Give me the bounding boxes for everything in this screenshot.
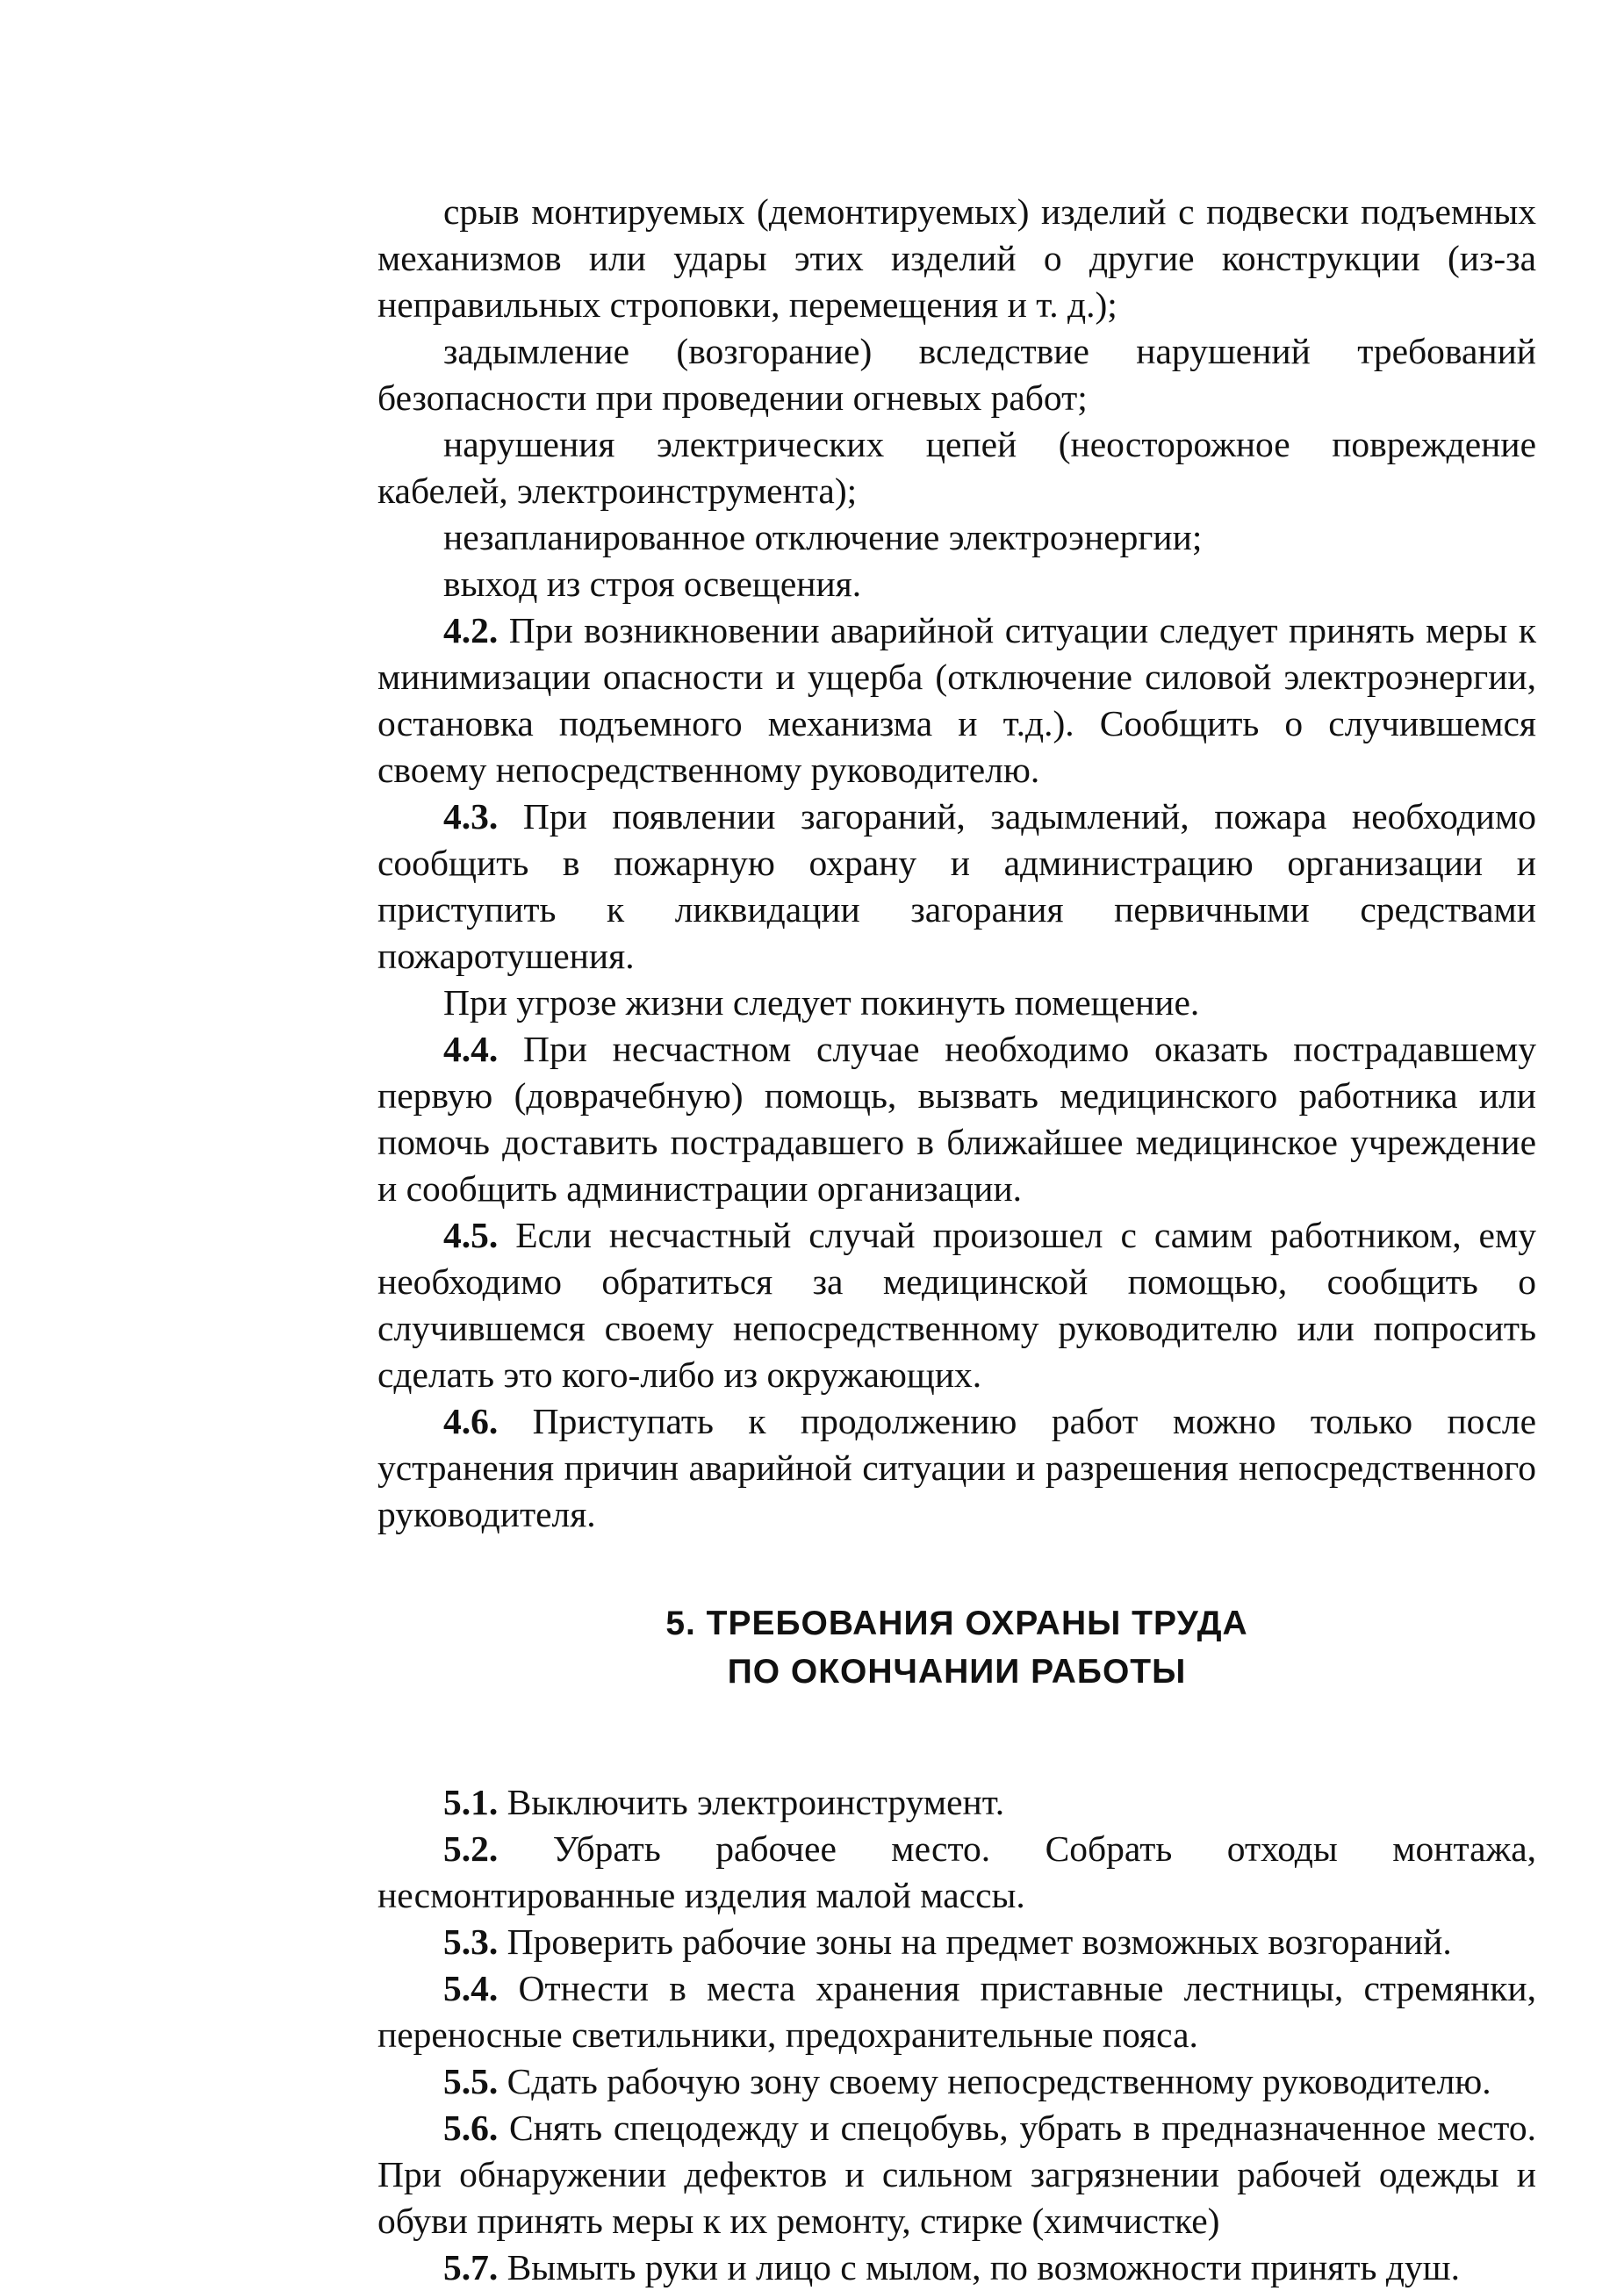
paragraph-number: 5.1. (443, 1782, 499, 1822)
paragraph (377, 1212, 1536, 1398)
paragraph (377, 514, 1536, 561)
section-5-title-line-1: 5. ТРЕБОВАНИЯ ОХРАНЫ ТРУДА (665, 1605, 1248, 1642)
paragraph (377, 1965, 1536, 2058)
paragraph (377, 2105, 1536, 2244)
paragraph-number: 4.6. (443, 1401, 499, 1441)
paragraph-text: При возникновении аварийной ситуации следует принять меры к минимизации опасности и ущерба (отключение силовой электроэнергии, остановка подъемного механизма и т.д.). Сообщить о случившемся своему непосредственному руководителю. (377, 610, 1537, 790)
paragraph (377, 980, 1536, 1026)
paragraph-number: 4.3. (443, 796, 499, 837)
paragraph (377, 1919, 1536, 1965)
paragraph (377, 794, 1536, 980)
paragraph-text: Приступать к продолжению работ можно только после устранения причин аварийной ситуации и разрешения непосредственного руководителя. (377, 1401, 1537, 1534)
paragraph-number: 5.7. (443, 2247, 499, 2287)
paragraph-text: задымление (возгорание) вследствие нарушений требований безопасности при проведении огневых работ; (377, 331, 1536, 418)
paragraph (377, 1779, 1536, 1826)
paragraph-text: Убрать рабочее место. Собрать отходы монтажа, несмонтированные изделия малой массы. (377, 1828, 1537, 1915)
paragraph-text: При несчастном случае необходимо оказать пострадавшему первую (доврачебную) помощь, вызвать медицинского работника или помочь доставить пострадавшего в ближайшее медицинское учреждение и сообщить администрации организации. (377, 1029, 1537, 1209)
paragraph-text: Выключить электроинструмент. (507, 1782, 1005, 1822)
paragraph (377, 2244, 1536, 2291)
paragraph (377, 328, 1536, 421)
paragraph (377, 1826, 1536, 1919)
section-5-title-line-2: ПО ОКОНЧАНИИ РАБОТЫ (727, 1653, 1187, 1691)
paragraph-text: Отнести в места хранения приставные лестницы, стремянки, переносные светильники, предохранительные пояса. (377, 1968, 1537, 2055)
paragraph-number: 5.6. (443, 2108, 499, 2148)
paragraph-number: 4.4. (443, 1029, 499, 1069)
paragraph (377, 1026, 1536, 1212)
paragraph-text: Если несчастный случай произошел с самим работником, ему необходимо обратиться за медицинской помощью, сообщить о случившемся своему непосредственному руководителю или попросить сделать это кого-либо из окружающих. (377, 1215, 1536, 1395)
paragraph-text: незапланированное отключение электроэнергии; (443, 517, 1203, 557)
paragraph-text: Проверить рабочие зоны на предмет возможных возгораний. (507, 1921, 1452, 1962)
document-page (377, 189, 1536, 2291)
paragraphs-after (377, 1779, 1536, 2291)
paragraph-text: выход из строя освещения. (443, 564, 862, 604)
paragraph (377, 561, 1536, 607)
paragraph-text: При угрозе жизни следует покинуть помещение. (443, 982, 1200, 1023)
paragraph (377, 2058, 1536, 2105)
paragraph-number: 5.2. (443, 1828, 499, 1869)
paragraph-text: срыв монтируемых (демонтируемых) изделий с подвески подъемных механизмов или удары этих изделий о другие конструкции (из-за неправильных строповки, перемещения и т. д.); (377, 191, 1536, 325)
paragraph-text: нарушения электрических цепей (неосторожное повреждение кабелей, электроинструмента); (377, 424, 1536, 511)
section-5-title (377, 1599, 1536, 1696)
paragraph (377, 607, 1536, 794)
paragraph-number: 4.2. (443, 610, 499, 650)
paragraph-text: При появлении загораний, задымлений, пожара необходимо сообщить в пожарную охрану и администрацию организации и приступить к ликвидации загорания первичными средствами пожаротушения. (377, 796, 1537, 976)
paragraph (377, 1398, 1536, 1538)
paragraphs-before (377, 189, 1536, 1538)
paragraph (377, 189, 1536, 328)
paragraph-number: 4.5. (443, 1215, 499, 1255)
paragraph (377, 421, 1536, 514)
paragraph-text: Снять спецодежду и спецобувь, убрать в предназначенное место. При обнаружении дефектов и сильном загрязнении рабочей одежды и обуви принять меры к их ремонту, стирке (химчистке) (377, 2108, 1537, 2241)
paragraph-number: 5.3. (443, 1921, 499, 1962)
paragraph-number: 5.4. (443, 1968, 499, 2008)
paragraph-text: Вымыть руки и лицо с мылом, по возможности принять душ. (507, 2247, 1461, 2287)
paragraph-number: 5.5. (443, 2061, 499, 2101)
paragraph-text: Сдать рабочую зону своему непосредственному руководителю. (507, 2061, 1491, 2101)
